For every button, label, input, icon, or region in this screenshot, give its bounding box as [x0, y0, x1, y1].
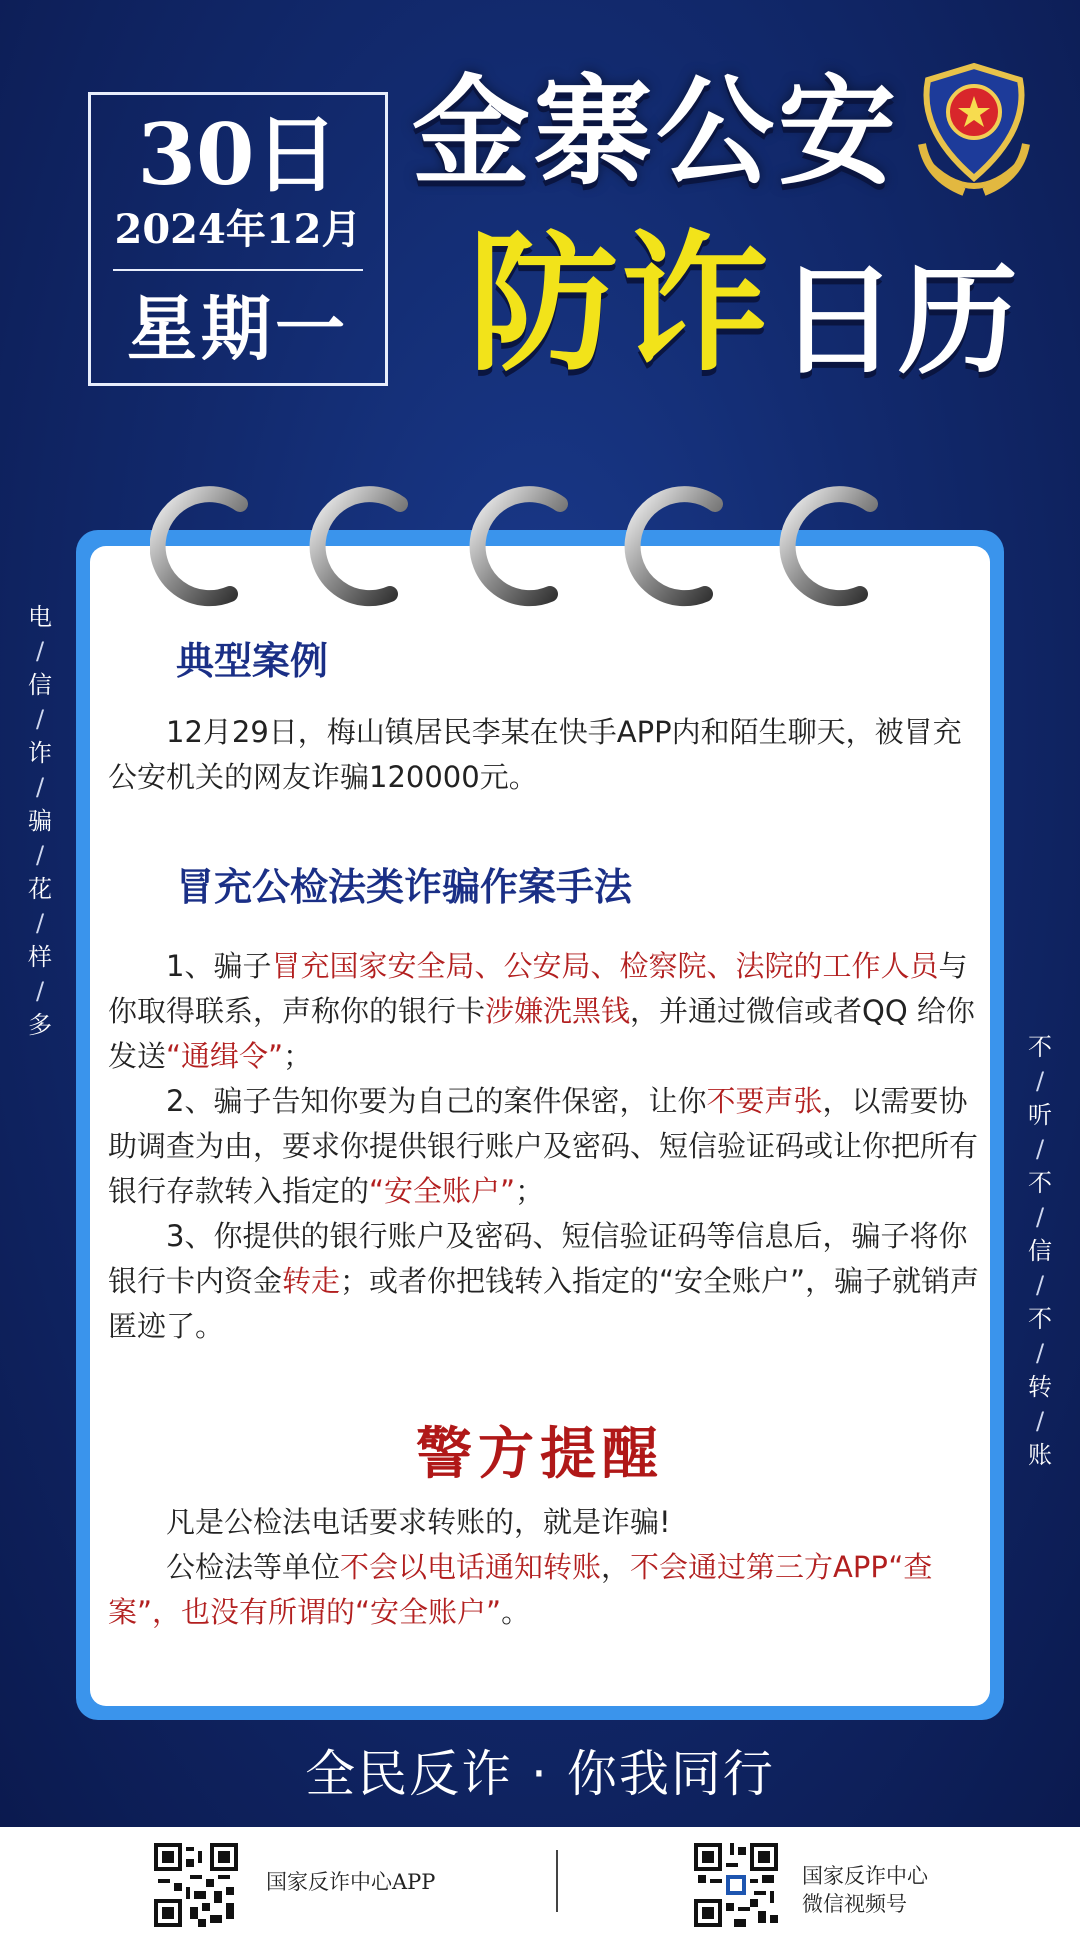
bottom-slogan: 全民反诈 · 你我同行	[305, 1745, 775, 1803]
method-text	[108, 944, 988, 1349]
footer-divider	[556, 1850, 558, 1912]
date-month: 2024年12月	[114, 206, 362, 253]
title-calendar: 日历	[778, 252, 1018, 391]
date-box	[88, 92, 388, 386]
method-step-2: 2、骗子告知你要为自己的案件保密，让你不要声张，以需要协助调查为由，要求你提供银行账户及密码、短信验证码或让你把所有银行存款转入指定的“安全账户”；	[108, 1084, 979, 1208]
side-slogan-left: 电 / 信 / 诈 / 骗 / 花 / 样 / 多	[28, 603, 52, 1039]
qr-code-icon	[154, 1843, 238, 1927]
method-step-3: 3、你提供的银行账户及密码、短信验证码等信息后，骗子将你银行卡内资金转走；或者你把钱转入指定的“安全账户”，骗子就销声匿迹了。	[108, 1219, 980, 1343]
qr-code-icon	[694, 1843, 778, 1927]
method-step-1: 1、骗子冒充国家安全局、公安局、检察院、法院的工作人员与你取得联系，声称你的银行卡涉嫌洗黑钱，并通过微信或者QQ 给你发送“通缉令”；	[108, 949, 975, 1073]
footer-wechat-label-1: 国家反诈中心	[802, 1864, 928, 1888]
side-slogan-right: 不 / 听 / 不 / 信 / 不 / 转 / 账	[1028, 1033, 1052, 1469]
warning-heading: 警方提醒	[416, 1422, 664, 1487]
warning-line-1: 凡是公检法电话要求转账的，就是诈骗!	[166, 1505, 671, 1539]
warning-text	[108, 1500, 988, 1635]
footer-app-label: 国家反诈中心APP	[266, 1870, 436, 1894]
title-antifraud: 防诈	[468, 218, 773, 392]
date-day: 30日	[137, 105, 339, 204]
date-divider	[113, 269, 363, 271]
case-text: 12月29日，梅山镇居民李某在快手APP内和陌生聊天，被冒充公安机关的网友诈骗120000元。	[108, 715, 962, 794]
footer-wechat-label-2: 微信视频号	[802, 1892, 907, 1916]
case-heading: 典型案例	[176, 639, 329, 683]
date-weekday: 星期一	[127, 287, 349, 370]
binder-rings-icon	[150, 474, 950, 614]
police-badge-icon	[904, 60, 1044, 210]
title-police: 金寨公安	[412, 63, 901, 201]
method-heading: 冒充公检法类诈骗作案手法	[176, 865, 633, 909]
warning-line-2: 公检法等单位不会以电话通知转账，不会通过第三方APP“查案”，也没有所谓的“安全账户”。	[108, 1550, 933, 1629]
